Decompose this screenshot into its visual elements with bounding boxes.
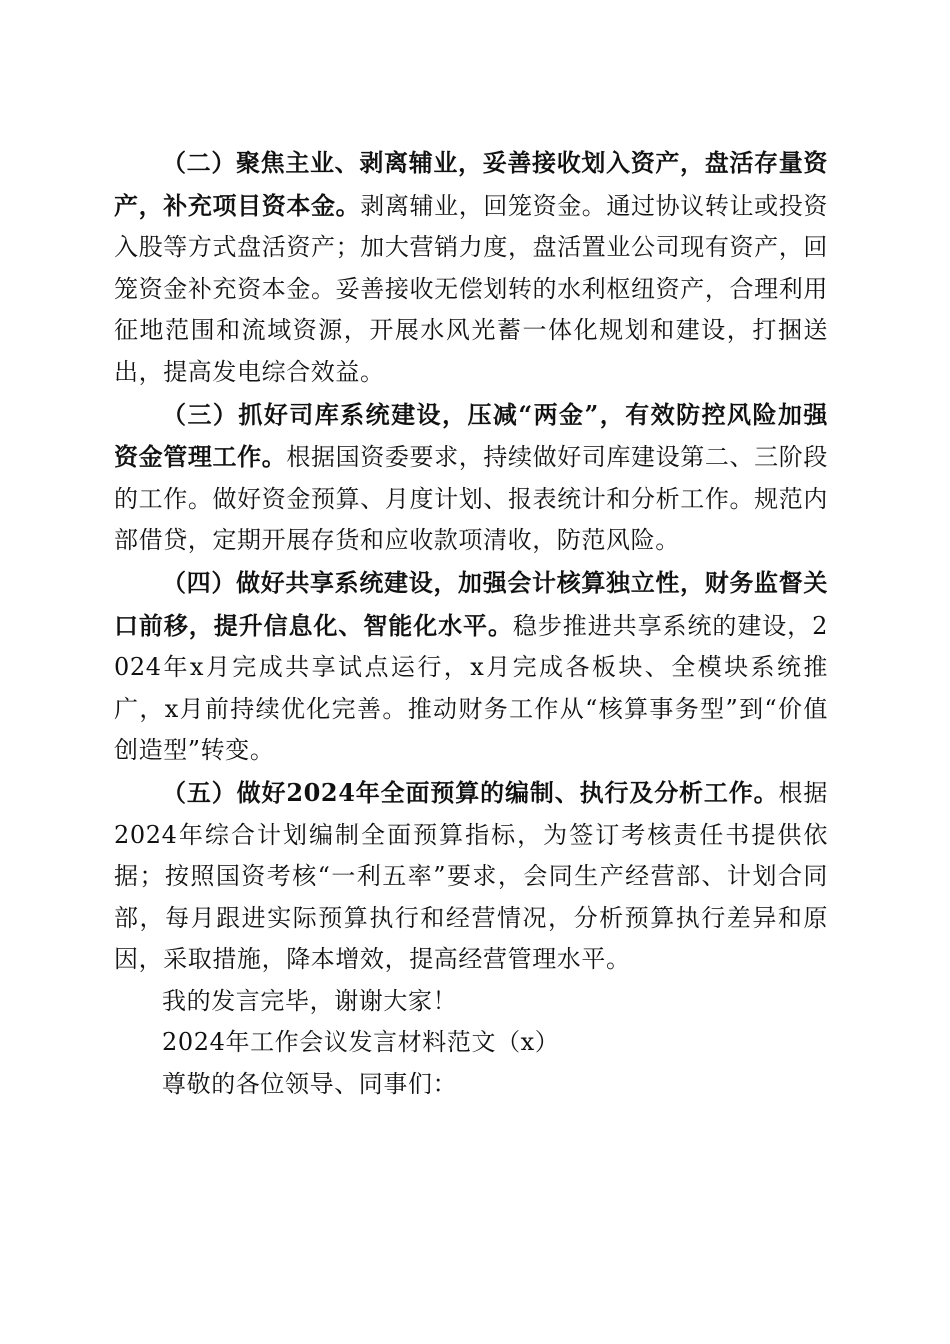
next-section-title: 2024年工作会议发言材料范文（x） [162,1028,560,1057]
salutation-line: 尊敬的各位领导、同事们： [162,1070,458,1099]
paragraph-heading: （四）做好共享系统建设，加强会计核算独立性，财务监督关口前移，提升信息化、智能化水平。 [114,567,828,640]
paragraph-text: 根据2024年综合计划编制全面预算指标，为签订考核责任书提供依据；按照国资考核“一利五率”要求，会同生产经营部、计划合同部，每月跟进实际预算执行和经营情况，分析预算执行差异和原因，采取措施，降本增效，提高经营管理水平。 [114,778,828,974]
paragraph-heading: （五）做好2024年全面预算的编制、执行及分析工作。 [162,777,779,807]
paragraph-heading: （三）抓好司库系统建设，压减“两金”，有效防控风险加强资金管理工作。 [114,399,828,472]
document-body [114,142,828,1106]
paragraph-text: 剥离辅业，回笼资金。通过协议转让或投资入股等方式盘活资产；加大营销力度，盘活置业公司现有资产，回笼资金补充资本金。妥善接收无偿划转的水利枢纽资产，合理利用征地范围和流域资源，开展水风光蓄一体化规划和建设，打捆送出，提高发电综合效益。 [114,191,828,386]
paragraph-heading: （二）聚焦主业、剥离辅业，妥善接收划入资产，盘活存量资产，补充项目资本金。 [114,148,828,220]
paragraph-assets [114,142,828,394]
paragraph-shared-system [114,562,828,772]
paragraph-budget [114,772,828,981]
paragraph-treasury [114,394,828,562]
closing-line: 我的发言完毕，谢谢大家！ [162,986,458,1015]
paragraph-text: 稳步推进共享系统的建设，2024年x月完成共享试点运行，x月完成各板块、全模块系统推广，x月前持续优化完善。推动财务工作从“核算事务型”到“价值创造型”转变。 [114,611,828,765]
paragraph-text: 根据国资委要求，持续做好司库建设第二、三阶段的工作。做好资金预算、月度计划、报表统计和分析工作。规范内部借贷，定期开展存货和应收款项清收，防范风险。 [114,443,829,555]
